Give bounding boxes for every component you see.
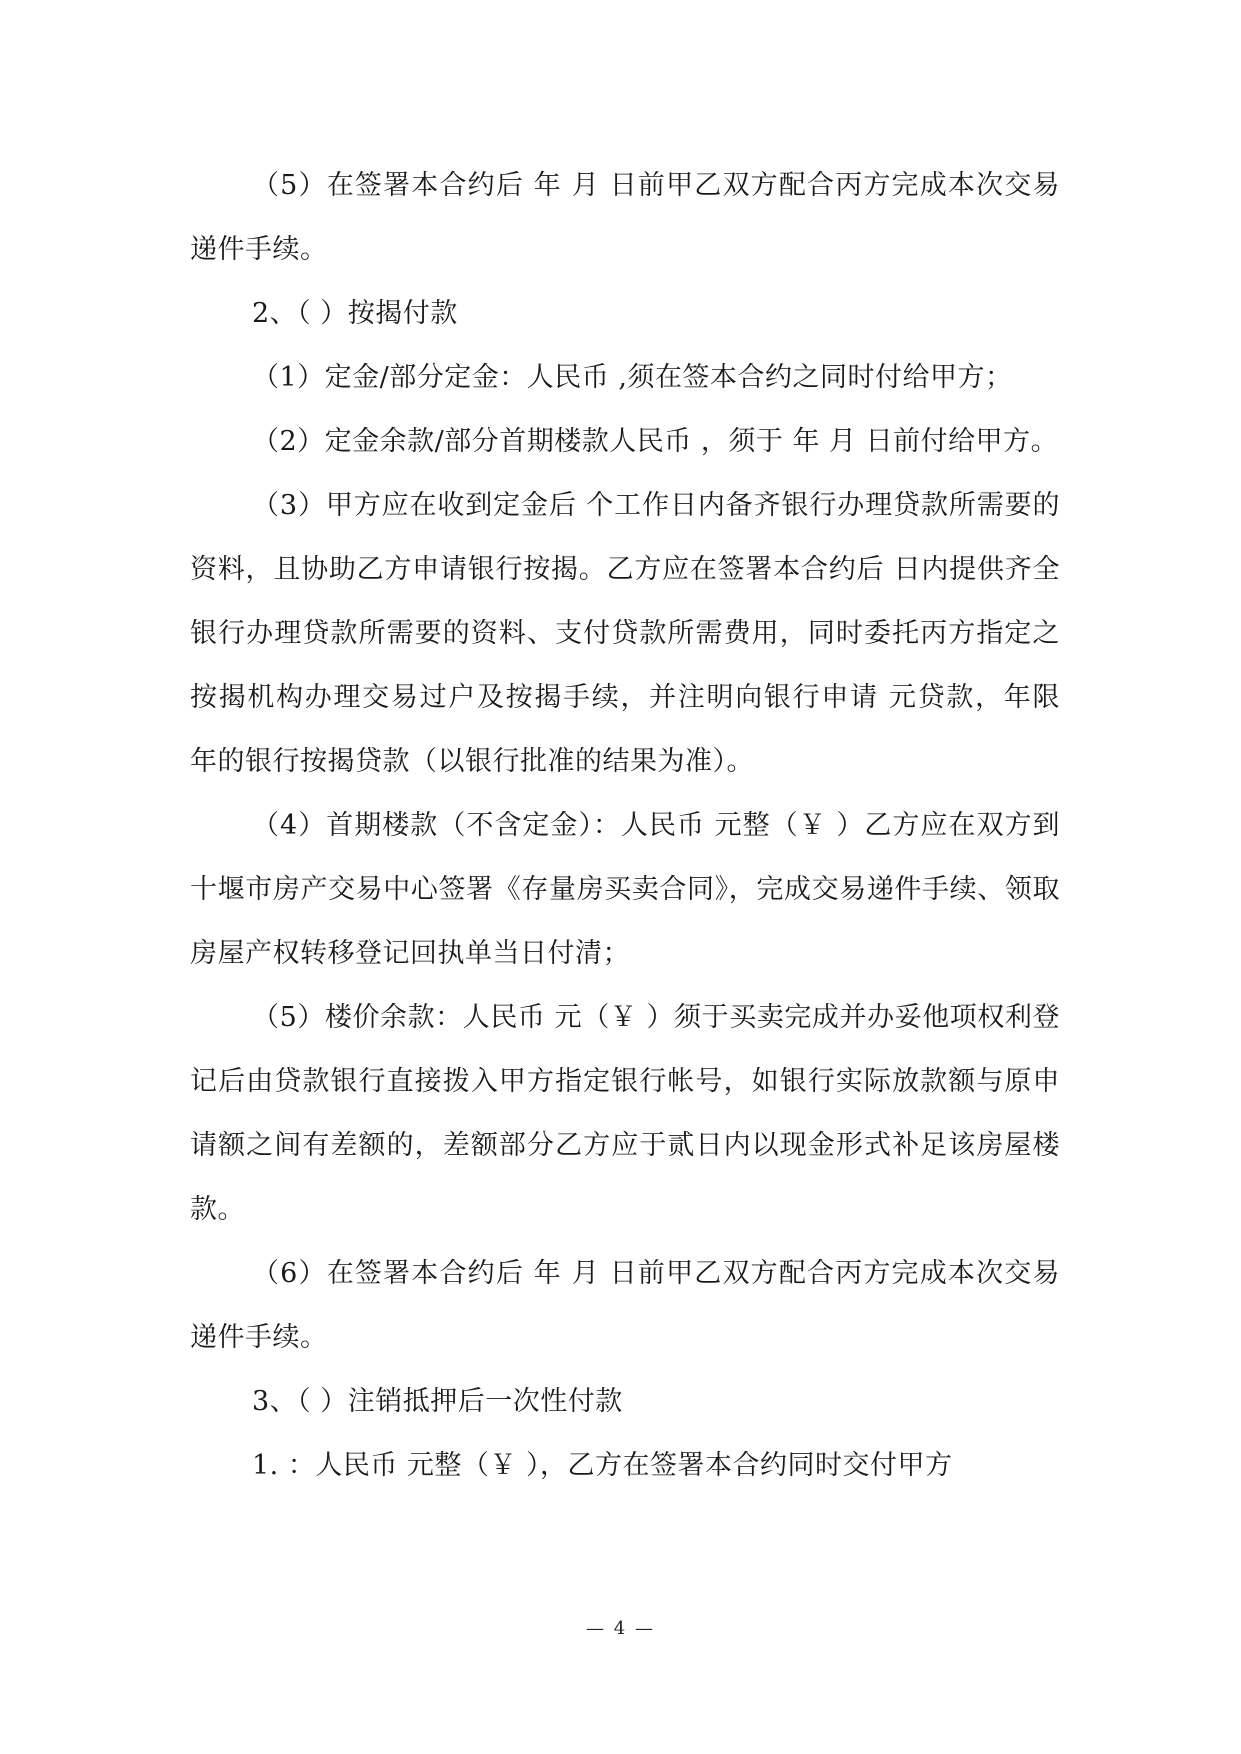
paragraph-clause-3-loan-materials: （3）甲方应在收到定金后 个工作日内备齐银行办理贷款所需要的资料，且协助乙方申请银行按揭。乙方应在签署本合约后 日内提供齐全银行办理贷款所需要的资料、支付贷款所需费用，同时委托丙方指定之按揭机构办理交易过户及按揭手续，并注明向银行申请 元贷款，年限 年的银行按揭贷款（以银行批准的结果为准）。 <box>190 490 1060 777</box>
paragraph-clause-5-submission: （5）在签署本合约后 年 月 日前甲乙双方配合丙方完成本次交易递件手续。 <box>190 170 1060 265</box>
paragraph-clause-5-balance: （5）楼价余款：人民币 元（￥ ）须于买卖完成并办妥他项权利登记后由贷款银行直接拨入甲方指定银行帐号，如银行实际放款额与原申请额之间有差额的，差额部分乙方应于贰日内以现金形式补足该房屋楼款。 <box>190 1002 1060 1225</box>
paragraph-clause-2-deposit-balance: （2）定金余款/部分首期楼款人民币 ，须于 年 月 日前付给甲方。 <box>252 426 1059 457</box>
document-body <box>190 154 1060 1498</box>
paragraph-item-1-payment: 1. ：人民币 元整（￥ ），乙方在签署本合约同时交付甲方 <box>252 1450 953 1481</box>
paragraph-clause-1-deposit: （1）定金/部分定金：人民币 ,须在签本合约之同时付给甲方； <box>252 362 1013 393</box>
paragraph-clause-6-submission: （6）在签署本合约后 年 月 日前甲乙双方配合丙方完成本次交易递件手续。 <box>190 1258 1060 1353</box>
paragraph-clause-4-down-payment: （4）首期楼款（不含定金）：人民币 元整（￥ ）乙方应在双方到十堰市房产交易中心签署《存量房买卖合同》，完成交易递件手续、领取房屋产权转移登记回执单当日付清； <box>190 810 1060 969</box>
paragraph-heading-lump-sum: 3、（ ）注销抵押后一次性付款 <box>252 1386 623 1417</box>
paragraph-heading-mortgage-payment: 2、（ ）按揭付款 <box>252 298 458 329</box>
page-number: — 4 — <box>586 1618 655 1639</box>
